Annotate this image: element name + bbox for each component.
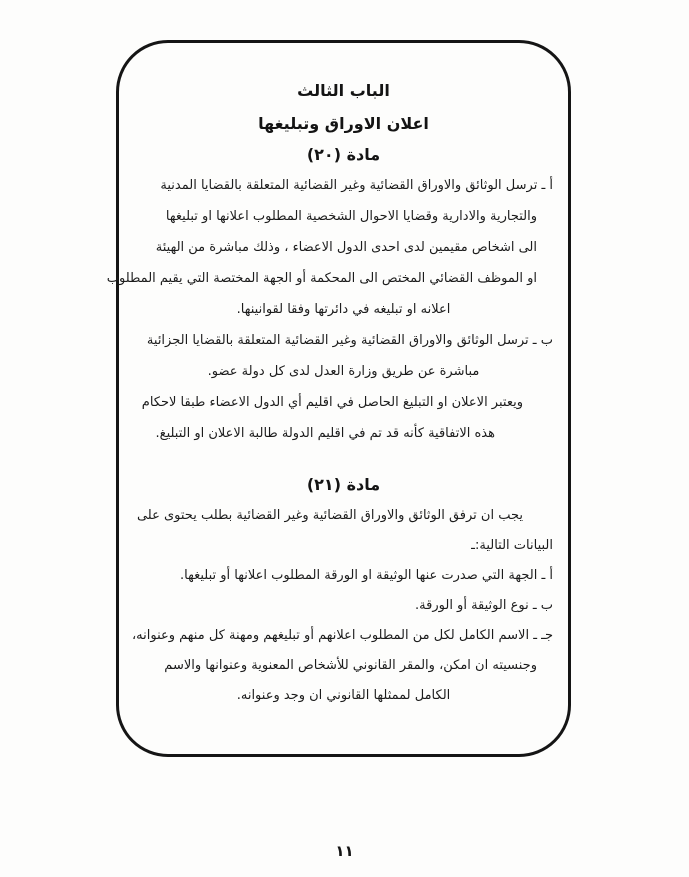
text-line: ويعتبر الاعلان او التبليغ الحاصل في اقليم أي الدول الاعضاء طبقا لاحكام <box>141 395 523 410</box>
text-line: وجنسيته ان امكن، والمقر القانوني للأشخاص المعنوية وعنوانها والاسم <box>164 658 537 673</box>
text-line: هذه الاتفاقية كأنه قد تم في اقليم الدولة طالبة الاعلان او التبليغ. <box>155 426 495 441</box>
page-number: ١١ <box>335 842 354 860</box>
text-line: الكامل لممثلها القانوني ان وجد وعنوانه. <box>236 688 451 703</box>
text-line: يجب ان ترفق الوثائق والاوراق القضائية وغير القضائية بطلب يحتوى على <box>136 508 523 523</box>
text-line: أ ـ ترسل الوثائق والاوراق القضائية وغير القضائية المتعلقة بالقضايا المدنية <box>160 178 553 193</box>
text-line: والتجارية والادارية وقضايا الاحوال الشخصية المطلوب اعلانها او تبليغها <box>165 209 537 224</box>
text-line: او الموظف القضائي المختص الى المحكمة أو الجهة المختصة التي يقيم المطلوب <box>106 271 537 286</box>
chapter-heading: الباب الثالث <box>297 81 390 100</box>
text-line: مباشرة عن طريق وزارة العدل لدى كل دولة عضو. <box>207 364 480 379</box>
text-line: اعلانه او تبليغه في دائرتها وفقا لقوانينها. <box>236 302 451 317</box>
article-21-heading: مادة (٢١) <box>306 475 381 494</box>
article-20-body <box>106 170 553 449</box>
chapter-subtitle: اعلان الاوراق وتبليغها <box>258 114 429 133</box>
text-line: ب ـ نوع الوثيقة أو الورقة. <box>415 598 553 613</box>
text-line: ب ـ ترسل الوثائق والاوراق القضائية وغير القضائية المتعلقة بالقضايا الجزائية <box>146 333 553 348</box>
text-line: أ ـ الجهة التي صدرت عنها الوثيقة او الورقة المطلوب اعلانها أو تبليغها. <box>179 568 553 583</box>
text-line: جـ ـ الاسم الكامل لكل من المطلوب اعلانهم أو تبليغهم ومهنة كل منهم وعنوانه، <box>131 628 553 643</box>
text-line: البيانات التالية:ـ <box>471 538 553 553</box>
article-21-body <box>131 501 553 711</box>
page-border-frame <box>106 40 571 757</box>
article-20-heading: مادة (٢٠) <box>306 145 381 164</box>
text-line: الى اشخاص مقيمين لدى احدى الدول الاعضاء ، وذلك مباشرة من الهيئة <box>155 240 537 255</box>
